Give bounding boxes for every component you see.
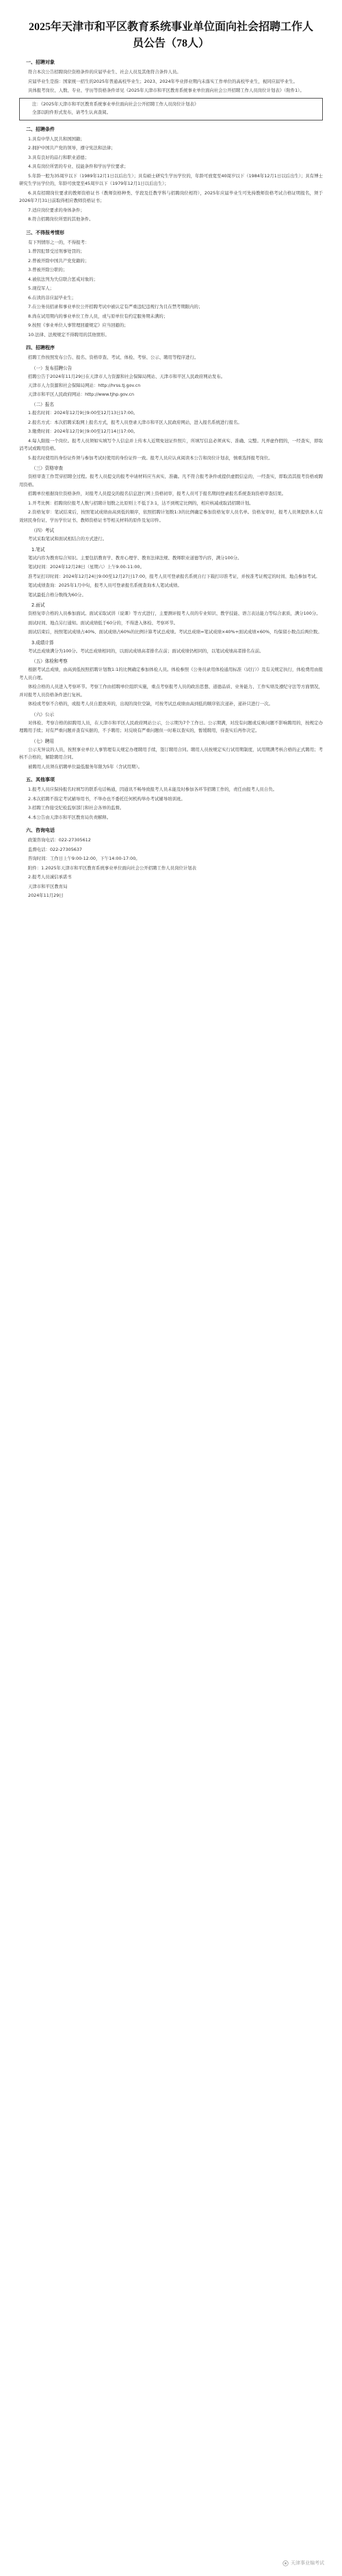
website-link[interactable]: 天津市和平区人民政府网站：http://www.tjhp.gov.cn [28, 392, 135, 397]
paragraph: 1.报名时间：2024年12月9日9:00至12月13日17:00。 [28, 410, 138, 416]
section-heading: 三、不得报考情形 [26, 229, 64, 235]
section-heading: 五、其他事项 [26, 777, 55, 782]
subsection-heading: 2.面试 [31, 602, 45, 608]
subsection-heading: （六）公示 [31, 711, 54, 717]
subsection-heading: （七）聘用 [31, 738, 54, 744]
paragraph: 2.资格复审：笔试结束后，按照笔试成绩由高到低的顺序，依照招聘计划数1:3的比例确定参加资格复审人员名单。资格复审时，报考人员须提供本人有效居民身份证、学历学位证书、教师资格证书等相关材料的原件及复印件。 [19, 509, 323, 523]
paragraph: 6.在读的非应届毕业生； [28, 294, 77, 301]
paragraph: 5.年龄一般为35周岁以下（1989年12月1日以后出生）；具有硕士研究生学历学位的，年龄可放宽至40周岁以下（1984年12月1日以后出生）；具有博士研究生学历学位的，年龄可放宽至45周岁以下（1979年12月1日以后出生）； [19, 173, 323, 186]
paragraph: 9.按照《事业单位人事管理回避规定》应当回避的； [28, 322, 129, 328]
paragraph: 体检或考察不合格的，或报考人员自愿放弃的，出现的岗位空缺，可按考试总成绩由高到低的顺序依次递补，递补只进行一次。 [28, 701, 273, 706]
paragraph: 附件：1.2025年天津市和平区教育系统事业单位面向社会公开招聘工作人员岗位计划表 [28, 865, 197, 871]
paragraph: 4.具有岗位所需的专业、技能条件和学历学位要求； [28, 164, 129, 169]
subsection-heading: （一）发布招聘公告 [31, 365, 73, 371]
paragraph: 根据考试总成绩，由高到低按照招聘计划数1:1的比例确定参加体检人员。体检参照《公务员录用体检通用标准（试行）》及有关规定执行，体检费用由报考人员自理。 [19, 667, 323, 680]
paragraph: 4.每人限报一个岗位。报考人员须如实填写个人信息并上传本人近期免冠证件照片，所填写信息必须真实、准确、完整。凡弄虚作假的，一经查实，即取消考试或聘用资格。 [19, 437, 323, 451]
paragraph: 2.报考人员诚信承诺书 [28, 874, 72, 880]
paragraph: 6.具有招聘岗位要求的教师资格证书（教师资格种类、学段及任教学科与招聘岗位相符），2025年应届毕业生可先持教师资格考试合格证明报名，须于2026年7月31日前取得相应教师资格证书； [19, 190, 323, 203]
paragraph: 公示无异议的人员，按照事业单位人事管理有关规定办理聘用手续，签订聘用合同。聘用人员按规定实行试用期制度，试用期满考核合格的正式聘用；考核不合格的，解除聘用合同。 [19, 746, 323, 760]
paragraph: 考试总成绩满分为100分。考试总成绩相同的，以面试成绩高者排名在前；面试成绩仍相同的，以笔试成绩高者排名在前。 [28, 648, 264, 654]
subsection-heading: （四）考试 [31, 528, 54, 533]
paragraph: 笔试内容为教育综合知识。主要包括教育学、教育心理学、教育法律法规、教师职业道德等内容，满分100分。 [28, 554, 242, 561]
paragraph: 招聘单位根据岗位资格条件，对报考人员提交的报名信息进行网上资格初审，报考人员可于报名期间登录报名系统查询资格审查结果。 [28, 491, 287, 496]
subsection-heading: （二）报名 [31, 402, 54, 407]
paragraph: 2.曾被开除中国共产党党籍的； [28, 257, 90, 264]
paragraph: 对体检、考察合格的拟聘用人员，在天津市和平区人民政府网站公示，公示期为7个工作日。公示期满，对没有问题或反映问题不影响聘用的，按规定办理聘用手续；对有严重问题并查有实据的，不予聘用；对反映有严重问题但一时难以查实的，暂缓聘用，待查实后再作决定。 [19, 719, 323, 733]
paragraph: 2.拥护中国共产党的领导，遵守宪法和法律； [28, 145, 116, 151]
paragraph: 3.缴费时间：2024年12月9日9:00至12月14日17:00。 [28, 429, 138, 434]
paragraph: 招聘工作按照发布公告、报名、资格审查、考试、体检、考察、公示、聘用等程序进行。 [28, 355, 199, 360]
paragraph: 准考证打印时间：2024年12月24日9:00至12月27日17:00，报考人员可登录报名系统自行下载打印准考证，并按准考证规定的时间、地点参加考试。 [28, 573, 320, 579]
paragraph: 资格复审合格的人员参加面试。面试采取试讲（说课）等方式进行，主要测评报考人员的专业知识、教学技能、语言表达能力等综合素质，满分100分。 [28, 611, 321, 616]
paragraph: 体检合格的人员进入考察环节。考察工作由招聘单位组织实施，重点考察报考人员的政治思想、道德品质、业务能力、工作实绩及遵纪守法等方面情况，并对报考人员资格条件进行复核。 [19, 684, 323, 698]
paragraph: 天津市和平区教育局 [28, 883, 68, 889]
paragraph: 8.符合招聘岗位所需的其他条件。 [28, 216, 94, 222]
paragraph: 笔试最低合格分数线为60分。 [28, 591, 86, 598]
section-heading: 二、招聘条件 [26, 126, 55, 132]
paragraph: 2.报名方式：本次招聘采取网上报名方式，报考人员登录天津市和平区人民政府网站，进入报名系统进行报名。 [28, 419, 242, 425]
section-heading: 一、招聘对象 [26, 60, 55, 65]
note-text: 全部以附件形式发布，请考生认真查阅。 [32, 110, 111, 115]
paragraph: 1.报考人员应保持报名时填写的联系电话畅通，因通讯不畅导致报考人员未能及时参加各环节招聘工作的，责任由报考人员自负。 [28, 787, 277, 792]
paragraph: 面试时间、地点另行通知。面试成绩低于60分的，不得进入体检、考察环节。 [28, 620, 179, 626]
paragraph: 笔试时间：2024年12月28日（星期六）上午9:00-11:00。 [28, 564, 144, 570]
paragraph: 3.招聘工作接受纪检监察部门和社会各界的监督。 [28, 805, 124, 811]
paragraph: 4.被依法列为失信联合惩戒对象的； [28, 276, 98, 282]
watermark-text: 天津事业编考试 [291, 2560, 324, 2566]
paragraph: 7.适应岗位要求的身体条件； [28, 207, 85, 213]
subsection-heading: 3.成绩计算 [31, 639, 54, 646]
paragraph: 政策咨询电话：022-27305612 [28, 837, 91, 843]
note-text: 注：《2025年天津市和平区教育系统事业单位面向社会公开招聘工作人员岗位计划表》 [32, 101, 199, 107]
paragraph: 8.尚在试用期内的事业单位工作人员，或与原单位有约定服务期未满的； [28, 313, 168, 319]
paragraph: 2.本次招聘不指定考试辅导用书，不举办也不委托任何机构举办考试辅导培训班。 [28, 795, 185, 802]
paragraph: 笔试成绩查询：2025年1月中旬，报考人员可登录报名系统查询本人笔试成绩。 [28, 583, 182, 588]
app-logo-icon [282, 2560, 289, 2566]
paragraph: 资格审查工作贯穿招聘全过程。报考人员提交的报考申请材料应当真实、准确。凡不符合报考条件或提供虚假信息的，一经查实，即取消其报考资格或聘用资格。 [19, 474, 323, 487]
paragraph: 具体报考岗位、人数、专业、学历等资格条件详见《2025年天津市和平区教育系统事业单位面向社会公开招聘工作人员岗位计划表》（附件1）。 [28, 88, 304, 93]
section-heading: 六、咨询电话 [26, 828, 55, 833]
paragraph: 符合本次公告招聘岗位资格条件的应届毕业生、社会人员及其他符合条件人员。 [28, 69, 181, 75]
paragraph: 7.在公务员招录和事业单位公开招聘考试中被认定有严重违纪违规行为且在禁考期限内的； [28, 304, 203, 309]
paragraph: 监督电话：022-27305637 [28, 846, 82, 852]
paragraph: 面试结束后，按照笔试成绩占40%、面试成绩占60%的比例计算考试总成绩。考试总成绩=笔试成绩×40%+面试成绩×60%，均保留小数点后两位数。 [28, 629, 322, 635]
paragraph: 考试采取笔试和面试相结合的方式进行。 [28, 536, 107, 541]
website-link[interactable]: 天津市人力资源和社会保障局网站：http://hrss.tj.gov.cn [28, 383, 141, 388]
note-box [19, 98, 323, 120]
section-heading: 四、招聘程序 [26, 345, 55, 350]
paragraph: 1.开考比例：招聘岗位报考人数与招聘计划数之比原则上不低于3:1，达不到规定比例的，相应核减或取消招聘计划。 [28, 500, 254, 506]
watermark [282, 2560, 324, 2566]
paragraph: 5.现役军人； [28, 285, 55, 291]
paragraph: 5.报名时使用的身份证件须与参加考试时使用的身份证件一致。报考人员应认真阅读本公告和岗位计划表，慎重选择报考岗位。 [28, 455, 273, 461]
paragraph: 10.法律、法规规定不得聘用的其他情形。 [28, 331, 109, 337]
paragraph: 有下列情形之一的，不得报考： [28, 239, 90, 245]
paragraph: 4.本公告由天津市和平区教育局负责解释。 [28, 814, 111, 820]
announcement-body [19, 59, 323, 900]
subsection-heading: （三）资格审查 [31, 466, 64, 471]
paragraph: 招聘公告于2024年11月29日在天津市人力资源和社会保障局网站、天津市和平区人民政府网站发布。 [28, 373, 226, 379]
paragraph: 3.具有良好的品行和职业道德； [28, 154, 90, 160]
paragraph: 咨询时间：工作日上午9:00-12:00，下午14:00-17:00。 [28, 856, 140, 861]
paragraph: 1.具有中华人民共和国国籍； [28, 136, 85, 142]
paragraph: 3.曾被开除公职的； [28, 267, 68, 272]
paragraph: 2024年11月29日 [28, 893, 64, 898]
subsection-heading: 1.笔试 [31, 546, 45, 552]
paragraph: 应届毕业生是指：国家统一招生的2025年普通高校毕业生；2023、2024年毕业择业期内未落实工作单位的高校毕业生，视同应届毕业生。 [28, 78, 298, 84]
page-title: 2025年天津市和平区教育系统事业单位面向社会招聘工作人员公告（78人） [28, 21, 313, 49]
subsection-heading: （五）体检和考察 [31, 659, 68, 664]
paragraph: 1.曾因犯罪受过刑事处罚的； [28, 248, 85, 254]
paragraph: 被聘用人员须在招聘单位最低服务年限为5年（含试用期）。 [28, 763, 143, 769]
